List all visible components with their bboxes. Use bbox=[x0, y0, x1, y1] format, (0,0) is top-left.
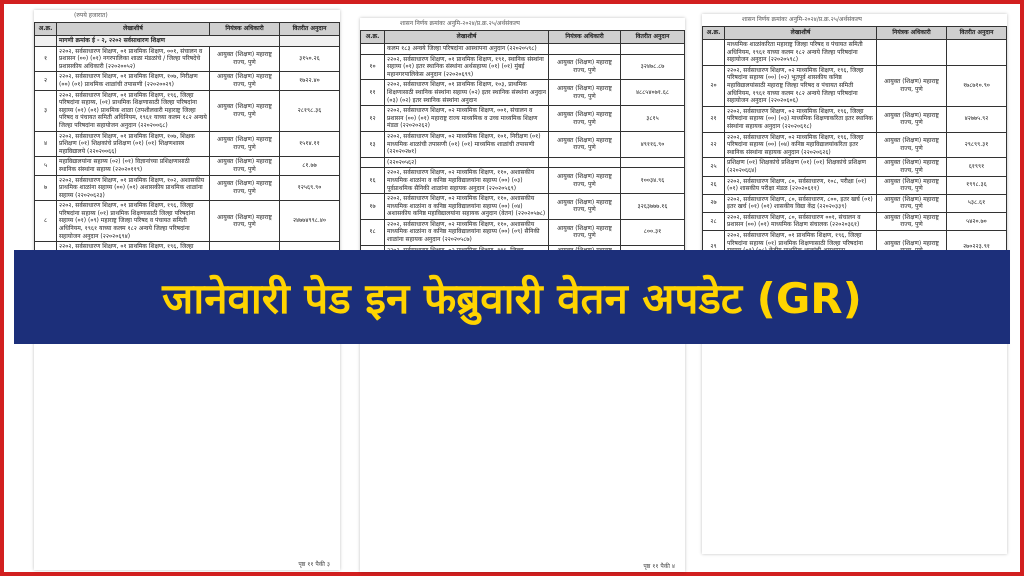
section-title: मागणी क्रमांक ई - २, २२०२ सर्वसाधारण शिक्षण bbox=[57, 36, 280, 47]
table-row bbox=[35, 72, 340, 90]
col-header-amount: वितरीत अनुदान bbox=[280, 23, 340, 36]
account-head: २२०२, सर्वसाधारण शिक्षण, ०१ प्राथमिक शिक्षण, १०३, प्राथमिक शिक्षणासाठी स्थानिक संस्थांना सहाय्य (०२) इतर स्थानिक संस्थांना अनुदान (०३) (०२) इतर स्थानिक संस्थांना अनुदान bbox=[385, 80, 549, 106]
grant-amount: २४७७४९९८.४० bbox=[280, 201, 340, 242]
row-number: १ bbox=[35, 46, 57, 72]
grant-amount bbox=[621, 157, 685, 168]
table-row bbox=[35, 175, 340, 201]
row-number: १८ bbox=[361, 219, 385, 245]
row-number bbox=[361, 157, 385, 168]
grant-amount: १२५६९.९० bbox=[280, 175, 340, 201]
grant-amount: १००३४.९६ bbox=[621, 168, 685, 194]
controlling-officer: आयुक्त (शिक्षण) महाराष्ट्र राज्य, पुणे bbox=[210, 201, 280, 242]
col-header-sr: अ.क्र. bbox=[35, 23, 57, 36]
grant-amount: ८००.३१ bbox=[621, 219, 685, 245]
grant-amount bbox=[947, 40, 1007, 66]
table-row bbox=[703, 106, 1007, 132]
page-footer: पृष्ठ ११ पैकी ३ bbox=[298, 561, 330, 568]
controlling-officer: आयुक्त (शिक्षण) महाराष्ट्र राज्य, पुणे bbox=[877, 106, 947, 132]
grant-amount: ३२६३७७७.१६ bbox=[621, 194, 685, 220]
grant-table-right bbox=[702, 26, 1007, 264]
table-row bbox=[703, 212, 1007, 230]
grant-amount: ६१९९१ bbox=[947, 158, 1007, 176]
controlling-officer: आयुक्त (शिक्षण) महाराष्ट्र bbox=[877, 231, 947, 264]
table-row bbox=[703, 176, 1007, 194]
controlling-officer: आयुक्त (शिक्षण) महाराष्ट्र राज्य, पुणे bbox=[210, 46, 280, 72]
controlling-officer bbox=[877, 40, 947, 66]
grant-amount: १९९८.३६ bbox=[947, 176, 1007, 194]
controlling-officer: आयुक्त (शिक्षण) महाराष्ट्र राज्य, पुणे bbox=[549, 168, 621, 194]
controlling-officer bbox=[549, 157, 621, 168]
account-head: २२०२, सर्वसाधारण शिक्षण, ०२ माध्यमिक शिक्षण, १९६, जिल्हा परिषदांना सहाय्य (००) (०४) कनिष्ठ महाविद्यालयांकरिता इतर स्थानिक संस्थांना सहायक अनुदान (२२०२०६२६) bbox=[725, 132, 877, 158]
row-number bbox=[703, 40, 725, 66]
account-head: २२०२, सर्वसाधारण शिक्षण, ०२ माध्यमिक शिक्षण, ११०, अशासकीय माध्यमिक शाळांना व कनिष्ठ महाविद्यालयांना सहाय्य (००) (०९) सैनिकी शाळांना सहायक अनुदान (२२०२०५८७) bbox=[385, 219, 549, 245]
grant-table-left bbox=[34, 22, 340, 276]
row-number: ५ bbox=[35, 157, 57, 175]
controlling-officer: आयुक्त (शिक्षण) महाराष्ट्र राज्य, पुणे bbox=[877, 158, 947, 176]
account-head: २२०२, सर्वसाधारण शिक्षण, ०२ माध्यमिक शिक्षण, ११०, अशासकीय माध्यमिक शाळांना व कनिष्ठ महाविद्यालयांना सहाय्य (००) (०३) पूर्वप्राथमिक सैनिकी शाळांना सहायक अनुदान (२२०२०५६९) bbox=[385, 168, 549, 194]
account-head: २२०२, सर्वसाधारण शिक्षण, ०१ प्राथमिक शिक्षण, ००१, संचालन व प्रशासन (००) (०१) नगरपालिका शाळा मंडळांचे / जिल्हा परिषदेचे प्रशासकीय अधिकारी (२२०२००५२) bbox=[57, 46, 210, 72]
row-number: ४ bbox=[35, 131, 57, 157]
account-head: २२०२, सर्वसाधारण शिक्षण, ०२ माध्यमिक शिक्षण, १९६, जिल्हा परिषदांना सहाय्य (००) (०२) भूतपूर्व शासकीय कनिष्ठ महाविद्यालयांसाठी महाराष्ट्र जिल्हा परिषद व पंचायत समिती अधिनियम, १९६१ याच्या कलम १८२ अन्वये जिल्हा परिषदांना सहायोजन अनुदान (२२०२०६०६) bbox=[725, 65, 877, 106]
grant-amount: ५३८.६१ bbox=[947, 194, 1007, 212]
table-row bbox=[361, 219, 685, 245]
col-header-account: लेखाशीर्ष bbox=[725, 27, 877, 40]
grant-amount: १५१४.११ bbox=[280, 131, 340, 157]
table-row bbox=[35, 46, 340, 72]
table-header-row bbox=[35, 23, 340, 36]
account-head: महाविद्यालयांना सहाय्य (०२) (०१) विज्ञानांच्या प्रशिक्षणासाठी स्थानिक संस्थांना सहाय्य (२२०२०११९) bbox=[57, 157, 210, 175]
controlling-officer: आयुक्त (शिक्षण) महाराष्ट्र राज्य, पुणे bbox=[549, 219, 621, 245]
account-head: कलम १८३ अन्वये जिल्हा परिषदांना आस्थापना अनुदान (२२०२०५९८) bbox=[385, 44, 549, 55]
grant-amount: ५४२०.७० bbox=[947, 212, 1007, 230]
grant-amount: २८१९८.३६ bbox=[280, 90, 340, 131]
account-head: प्रशिक्षण (०१) शिक्षकांचे प्रशिक्षण (०१) (०१) शिक्षकांचे प्रशिक्षण (२२०२०६६४) bbox=[725, 158, 877, 176]
grant-amount: ३२४७८.८७ bbox=[621, 54, 685, 80]
grant-amount: १७८७१०.९० bbox=[947, 65, 1007, 106]
account-head: २२०२, सर्वसाधारण शिक्षण, ०१ प्राथमिक शिक्षण, १९६, जिल्हा bbox=[57, 242, 210, 275]
table-row bbox=[703, 40, 1007, 66]
controlling-officer: आयुक्त (शिक्षण) महाराष्ट्र राज्य, पुणे bbox=[549, 131, 621, 157]
account-head: २२०२, सर्वसाधारण शिक्षण, ०१ प्राथमिक शिक्षण, १०२, अशासकीय प्राथमिक शाळांना सहाय्य (००) (०१) अशासकीय प्राथमिक शाळांना सहाय्य (२२०२०६२३) bbox=[57, 175, 210, 201]
controlling-officer: आयुक्त (शिक्षण) महाराष्ट्र राज्य, पुणे bbox=[549, 80, 621, 106]
table-row bbox=[35, 131, 340, 157]
row-number: १३ bbox=[361, 131, 385, 157]
row-number: ८ bbox=[35, 201, 57, 242]
row-number: २९ bbox=[703, 231, 725, 264]
account-head: (२२०२०५६२) bbox=[385, 157, 549, 168]
account-head: २२०२, सर्वसाधारण शिक्षण, ०१ प्राथमिक शिक्षण, १०७, निरीक्षण (००) (०१) प्राथमिक शाळांची तपासणी (२२०२००२९) bbox=[57, 72, 210, 90]
row-number: ११ bbox=[361, 80, 385, 106]
table-row bbox=[35, 157, 340, 175]
controlling-officer: आयुक्त (शिक्षण) महाराष्ट्र राज्य, पुणे bbox=[549, 106, 621, 132]
section-row bbox=[35, 36, 340, 47]
controlling-officer: आयुक्त (शिक्षण) महाराष्ट्र राज्य, पुणे bbox=[210, 157, 280, 175]
table-header-row bbox=[703, 27, 1007, 40]
grant-amount: ४८८५४०७१.६८ bbox=[621, 80, 685, 106]
table-row bbox=[361, 44, 685, 55]
page-header: शासन निर्णय क्रमांकः अनुमि-२०२४/प्र.क्र.२५/अर्थसंकल्प bbox=[742, 16, 862, 23]
table-row bbox=[35, 90, 340, 131]
grant-amount: ३८१५ bbox=[621, 106, 685, 132]
table-row bbox=[361, 194, 685, 220]
row-number: १६ bbox=[361, 168, 385, 194]
row-number bbox=[361, 44, 385, 55]
table-row bbox=[703, 158, 1007, 176]
grant-amount: २७०२२३.९१ bbox=[947, 231, 1007, 264]
controlling-officer: आयुक्त (शिक्षण) महाराष्ट्र राज्य, पुणे bbox=[210, 72, 280, 90]
table-row bbox=[703, 194, 1007, 212]
account-head: २२०२, सर्वसाधारण शिक्षण, ०२ माध्यमिक शिक्षण, ००१, संचालन व प्रशासन (००) (०१) महाराष्ट्र राज्य माध्यमिक व उच्च माध्यमिक शिक्षण मंडळ (२२०२०२६२) bbox=[385, 106, 549, 132]
col-header-account: लेखाशीर्ष bbox=[57, 23, 210, 36]
row-number: २५ bbox=[703, 158, 725, 176]
grant-amount: ४९११६.९० bbox=[621, 131, 685, 157]
row-number: १७ bbox=[361, 194, 385, 220]
table-row bbox=[361, 54, 685, 80]
col-header-sr: अ.क्र. bbox=[361, 31, 385, 44]
table-row bbox=[361, 131, 685, 157]
table-row bbox=[361, 168, 685, 194]
row-number: १० bbox=[361, 54, 385, 80]
table-row bbox=[361, 157, 685, 168]
controlling-officer: आयुक्त (शिक्षण) महाराष्ट्र राज्य, पुणे bbox=[210, 175, 280, 201]
account-head: २२०२, सर्वसाधारण शिक्षण, ८०, सर्वसाधारण, १०८, परीक्षा (०१) (०१) शासकीय परीक्षा मंडळ (२२०२०६११) bbox=[725, 176, 877, 194]
controlling-officer: आयुक्त (शिक्षण) महाराष्ट्र राज्य, पुणे bbox=[210, 131, 280, 157]
controlling-officer: आयुक्त (शिक्षण) महाराष्ट्र राज्य, पुणे bbox=[549, 194, 621, 220]
controlling-officer: आयुक्त (शिक्षण) महाराष्ट्र राज्य, पुणे bbox=[877, 132, 947, 158]
account-head: माध्यमिक शाळांकरिता महाराष्ट्र जिल्हा परिषद व पंचायत समिती अधिनियम, १९६१ याच्या कलम १८२ अन्वये जिल्हा परिषदांना सहायोजन अनुदान (२२०२०५९८) bbox=[725, 40, 877, 66]
row-number: २२ bbox=[703, 132, 725, 158]
col-header-account: लेखाशीर्ष bbox=[385, 31, 549, 44]
controlling-officer: आयुक्त (शिक्षण) महाराष्ट्र राज्य, पुणे bbox=[877, 194, 947, 212]
table-row bbox=[703, 65, 1007, 106]
controlling-officer: आयुक्त (शिक्षण) महाराष्ट्र राज्य, पुणे bbox=[210, 90, 280, 131]
table-row bbox=[703, 132, 1007, 158]
grant-amount: ३१५०.२६ bbox=[280, 46, 340, 72]
account-head: २२०२, सर्वसाधारण शिक्षण, ८०, सर्वसाधारण, ८००, इतर खर्च (०१) इतर खर्च (०१) (०१) शासकीय विद्या केंद्र (२२०२०३३९) bbox=[725, 194, 877, 212]
controlling-officer: आयुक्त (शिक्षण) महाराष्ट्र राज्य, पुणे bbox=[877, 212, 947, 230]
controlling-officer bbox=[549, 44, 621, 55]
table-row bbox=[361, 106, 685, 132]
controlling-officer: आयुक्त (शिक्षण) महाराष्ट्र राज्य, पुणे bbox=[549, 54, 621, 80]
account-head: २२०२, सर्वसाधारण शिक्षण, ०२ माध्यमिक शिक्षण, ११०, अशासकीय माध्यमिक शाळांना व कनिष्ठ महाविद्यालयांना सहाय्य (००) (०४) अशासकीय कनिष्ठ महाविद्यालयांना सहायक अनुदान (वेतन) (२२०२०५७८) bbox=[385, 194, 549, 220]
table-row bbox=[35, 201, 340, 242]
grant-amount: २९८९९.३१ bbox=[947, 132, 1007, 158]
col-header-amount: वितरीत अनुदान bbox=[947, 27, 1007, 40]
col-header-officer: नियंत्रक अधिकारी bbox=[877, 27, 947, 40]
row-number: २१ bbox=[703, 106, 725, 132]
row-number: २८ bbox=[703, 212, 725, 230]
row-number: ७ bbox=[35, 175, 57, 201]
grant-table-middle bbox=[360, 30, 685, 264]
col-header-amount: वितरीत अनुदान bbox=[621, 31, 685, 44]
grant-amount: ४२७७५.९२ bbox=[947, 106, 1007, 132]
col-header-sr: अ.क्र. bbox=[703, 27, 725, 40]
col-header-officer: नियंत्रक अधिकारी bbox=[549, 31, 621, 44]
controlling-officer: आयुक्त (शिक्षण) महाराष्ट्र राज्य, पुणे bbox=[877, 176, 947, 194]
table-header-row bbox=[361, 31, 685, 44]
banner-title: जानेवारी पेड इन फेब्रुवारी वेतन अपडेट (GR) bbox=[162, 273, 862, 323]
row-number: २ bbox=[35, 72, 57, 90]
account-head: २२०२, सर्वसाधारण शिक्षण, ०१ प्राथमिक शिक्षण, १९१, स्थानिक संस्थांना सहाय्य (०१) इतर स्थानिक संस्थांना अर्थसहाय्य (०१) (०१) मुंबई महानगरपालिकेस अनुदान (२२०२०६९९) bbox=[385, 54, 549, 80]
page-header: (रुपये हजारात) bbox=[74, 12, 108, 19]
account-head: २२०२, सर्वसाधारण शिक्षण, ८०, सर्वसाधारण ००१, संचालन व प्रशासन (००) (०१) माध्यमिक शिक्षण संचालक (२२०२०३६१) bbox=[725, 212, 877, 230]
row-number: १२ bbox=[361, 106, 385, 132]
account-head: २२०२, सर्वसाधारण शिक्षण, ०१ प्राथमिक शिक्षण, १०७, शिक्षक प्रशिक्षण (०१) शिक्षकांचे प्रशिक्षण (०१) (०१) शिक्षणशास्त्र महाविद्यालये (२२०२००६६) bbox=[57, 131, 210, 157]
table-row bbox=[361, 80, 685, 106]
account-head: २२०२, सर्वसाधारण शिक्षण, ०१ प्राथमिक शिक्षण, १९६, जिल्हा परिषदांना सहाय्य, (०१) प्राथमिक शिक्षणासाठी जिल्हा परिषदांना सहाय्य (०१) (०१) प्राथमिक शाळा (तपशीलवारी महाराष्ट्र जिल्हा परिषद व पंचायत समिती अधिनियम, १९६१ याच्या कलम १८२ अन्वये जिल्हा परिषदांना सहायोजन अनुदान (२२०२००६८) bbox=[57, 90, 210, 131]
title-banner bbox=[14, 250, 1010, 344]
page-header: शासन निर्णय क्रमांकः अनुमि-२०२४/प्र.क्र.२५/अर्थसंकल्प bbox=[400, 20, 520, 27]
row-number: २७ bbox=[703, 194, 725, 212]
row-number: २६ bbox=[703, 176, 725, 194]
account-head: २२०२, सर्वसाधारण शिक्षण, ०१ प्राथमिक शिक्षण, १९६, जिल्हा परिषदांना सहाय्य (०१) प्राथमिक शिक्षणासाठी जिल्हा परिषदांना सहाय्य (०१) (०९) महाराष्ट्र जिल्हा परिषद व पंचायत समिती अधिनियम, १९६१ याच्या कलम १८२ अन्वये जिल्हा परिषदांना सहायोजन अनुदान (२२०२०६९४) bbox=[57, 201, 210, 242]
row-number: २० bbox=[703, 65, 725, 106]
grant-amount: १७२२.४० bbox=[280, 72, 340, 90]
controlling-officer: आयुक्त (शिक्षण) महाराष्ट्र राज्य, पुणे bbox=[877, 65, 947, 106]
grant-amount: ८१.७७ bbox=[280, 157, 340, 175]
account-head: २२०२, सर्वसाधारण शिक्षण, ०१ प्राथमिक शिक्षण, १९६, जिल्हा परिषदांना सहाय्य (०१) प्राथमिक शिक्षणासाठी जिल्हा परिषदांना bbox=[725, 231, 877, 264]
account-head: २२०२, सर्वसाधारण शिक्षण, ०२ माध्यमिक शिक्षण, १०१, निरीक्षण (०१) माध्यमिक शाळांची तपासणी (०१) (०१) माध्यमिक शाळांची तपासणी (२२०२०२७१) bbox=[385, 131, 549, 157]
col-header-officer: नियंत्रक अधिकारी bbox=[210, 23, 280, 36]
grant-amount bbox=[621, 44, 685, 55]
account-head: २२०२, सर्वसाधारण शिक्षण, ०२ माध्यमिक शिक्षण, १९६, जिल्हा परिषदांना सहाय्य (००) (०३) माध्यमिक शिक्षणाकरिता इतर स्थानिक संस्थांना सहायक अनुदान (२२०२०६१८) bbox=[725, 106, 877, 132]
row-number: ३ bbox=[35, 90, 57, 131]
page-footer: पृष्ठ ११ पैकी ४ bbox=[643, 563, 675, 570]
